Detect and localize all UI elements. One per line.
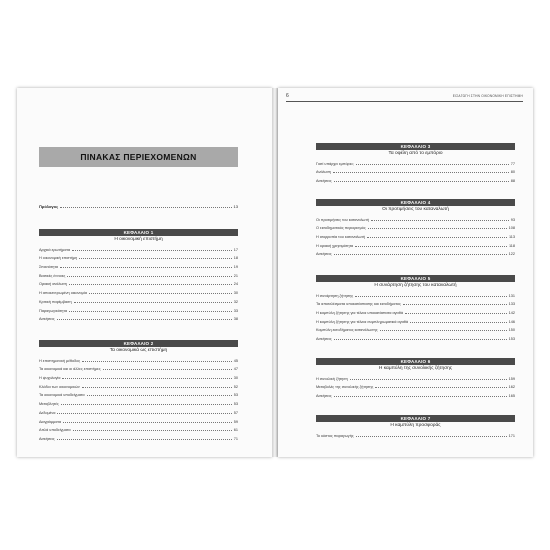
toc-entry	[316, 166, 515, 175]
toc-entry	[39, 397, 238, 406]
entry-title: Η οικονομική επιστήμη	[39, 256, 78, 261]
entry-title: Τα οικονομικά υποδείγματα	[39, 393, 85, 398]
toc-entry	[316, 389, 515, 398]
chapter-subtitle: Η καμπύλη προσφοράς	[390, 423, 441, 428]
entry-title: Η ισορροπία του καταναλωτή	[316, 235, 366, 240]
entry-page: 118	[508, 243, 515, 248]
entry-page: 93	[510, 217, 515, 222]
leader-dots	[350, 379, 507, 380]
entry-title: Βασικές έννοιες	[39, 273, 66, 278]
toc-entry	[39, 380, 238, 389]
entry-page: 53	[233, 393, 238, 398]
toc-entry	[316, 429, 515, 438]
entry-page: 142	[508, 311, 515, 316]
leader-dots	[368, 228, 507, 229]
entry-page: 150	[508, 328, 515, 333]
entry-title: Οριακή ανάλυση	[39, 282, 67, 287]
header-rule	[286, 101, 523, 102]
entry-page: 77	[510, 161, 515, 166]
toc-entry	[39, 313, 238, 322]
leader-dots	[103, 369, 232, 370]
running-title: ΕΙΣΑΓΩΓΗ ΣΤΗΝ ΟΙΚΟΝΟΜΙΚΗ ΕΠΙΣΤΗΜΗ	[452, 94, 523, 98]
entry-title: Καμπύλη εισοδήματος κατανάλωσης	[316, 328, 378, 333]
entry-page: 131	[508, 293, 515, 298]
entry-page: 153	[508, 337, 515, 342]
entry-title: Ασκήσεις	[39, 317, 55, 322]
entry-page: 122	[508, 252, 515, 257]
entry-page: 133	[508, 302, 515, 307]
entry-title: Μεταβλητές	[39, 402, 59, 407]
entry-page: 30	[233, 291, 238, 296]
leader-dots	[82, 387, 232, 388]
leader-dots	[73, 430, 232, 431]
entry-page: 88	[510, 179, 515, 184]
toc-entry	[316, 230, 515, 239]
leader-dots	[89, 293, 232, 294]
entry-title: Παραγωγικότητα	[39, 308, 68, 313]
toc-entry	[39, 304, 238, 313]
toc-title: ΠΙΝΑΚΑΣ ΠΕΡΙΕΧΟΜΕΝΩΝ	[39, 147, 238, 167]
leader-dots	[57, 439, 232, 440]
toc-entry	[316, 239, 515, 248]
entry-title: Η αποκεντρωμένη οικονομία	[39, 291, 87, 296]
entry-page: 19	[233, 265, 238, 270]
chapter-block	[316, 358, 515, 398]
leader-dots	[355, 246, 507, 247]
leader-dots	[405, 313, 507, 314]
toc-entry	[39, 406, 238, 415]
chapter-block	[316, 415, 515, 438]
entry-title: Η συνάρτηση ζήτησης	[316, 293, 354, 298]
toc-entry	[316, 248, 515, 257]
chapter-subtitle: Τα οικονομικά ως επιστήμη	[109, 348, 168, 353]
entry-page: 32	[233, 299, 238, 304]
entry-title: Ασκήσεις	[316, 394, 332, 399]
leader-dots	[69, 284, 232, 285]
right-page	[278, 88, 533, 457]
entry-page: 113	[508, 235, 515, 240]
entry-title: Το κόστος παραγωγής	[316, 433, 354, 438]
entry-title: Τα οικονομικά και οι άλλες επιστήμες	[39, 367, 101, 372]
entry-page: 33	[233, 308, 238, 313]
toc-entry	[316, 306, 515, 315]
entry-title: Η καμπύλη ζήτησης για τέλεια υποκατάστατα αγαθά	[316, 311, 404, 316]
chapter-subtitle: Τα οφέλη από το εμπόριο	[388, 151, 443, 156]
entry-title: Ο εισοδηματικός περιορισμός	[316, 226, 366, 231]
toc-entry	[39, 363, 238, 372]
chapter-subtitle: Η συνάρτηση ζήτησης του καταναλωτή	[374, 283, 457, 288]
entry-page: 171	[508, 433, 515, 438]
toc-entry	[316, 222, 515, 231]
leader-dots	[82, 361, 232, 362]
prologue-entry	[39, 204, 238, 209]
toc-entry	[39, 260, 238, 269]
leader-dots	[403, 304, 507, 305]
entry-title: Ασκήσεις	[39, 436, 55, 441]
entry-title: Δεδομένα	[39, 410, 56, 415]
entry-title: Η οριακή χρησιμότητα	[316, 243, 354, 248]
entry-title: Η καμπύλη ζήτησης για τέλεια συμπληρωματικά αγαθά	[316, 319, 409, 324]
entry-page: 146	[508, 319, 515, 324]
toc-entry	[39, 415, 238, 424]
leader-dots	[371, 220, 509, 221]
entry-title: Ασκήσεις	[316, 337, 332, 342]
leader-dots	[334, 339, 507, 340]
leader-dots	[72, 250, 232, 251]
chapter-heading: ΚΕΦΑΛΑΙΟ 3	[316, 143, 515, 150]
leader-dots	[60, 207, 231, 208]
toc-entry	[39, 243, 238, 252]
entry-title: Σπανιότητα	[39, 265, 58, 270]
chapter-block	[316, 143, 515, 183]
toc-entry	[316, 157, 515, 166]
leader-dots	[356, 436, 507, 437]
toc-entry	[316, 315, 515, 324]
entry-page: 71	[233, 436, 238, 441]
entry-title: Κλάδοι των οικονομικών	[39, 384, 80, 389]
chapter-subtitle: Η οικονομική επιστήμη	[114, 237, 163, 242]
leader-dots	[69, 311, 232, 312]
leader-dots	[79, 258, 232, 259]
entry-page: 47	[233, 367, 238, 372]
chapter-block	[39, 229, 238, 321]
leader-dots	[380, 330, 507, 331]
toc-entry	[39, 269, 238, 278]
entry-page: 24	[233, 282, 238, 287]
toc-entry	[39, 278, 238, 287]
chapter-subtitle: Η καμπύλη της συνολικής ζήτησης	[378, 366, 453, 371]
toc-entry	[39, 286, 238, 295]
leader-dots	[334, 396, 507, 397]
leader-dots	[410, 322, 507, 323]
toc-entry	[316, 332, 515, 341]
chapter-heading: ΚΕΦΑΛΑΙΟ 1	[39, 229, 238, 236]
entry-page: 30	[233, 376, 238, 381]
chapter-heading: ΚΕΦΑΛΑΙΟ 2	[39, 340, 238, 347]
entry-page: 45	[233, 358, 238, 363]
entry-page: 61	[233, 428, 238, 433]
leader-dots	[61, 404, 232, 405]
entry-title: Ανάλυση	[316, 170, 331, 175]
entry-page: 57	[233, 410, 238, 415]
entry-page: 162	[508, 385, 515, 390]
leader-dots	[334, 254, 507, 255]
prologue-title: Πρόλογος	[39, 204, 59, 209]
chapter-block	[316, 275, 515, 341]
leader-dots	[333, 172, 509, 173]
chapter-block	[39, 340, 238, 441]
entry-title: Η συνολική ζήτηση	[316, 376, 348, 381]
entry-page: 159	[508, 376, 515, 381]
leader-dots	[67, 276, 231, 277]
entry-title: Η επιστημονική μέθοδος	[39, 358, 81, 363]
entry-page: 108	[508, 226, 515, 231]
entry-title: Γιατί υπάρχει εμπόριο;	[316, 161, 354, 166]
left-page	[17, 88, 272, 457]
toc-entry	[316, 381, 515, 390]
toc-entry	[316, 372, 515, 381]
toc-entry	[39, 432, 238, 441]
entry-title: Τα αποτελέσματα υποκατάστασης και εισοδήματος	[316, 302, 401, 307]
chapter-block	[316, 199, 515, 256]
entry-title: Οι προτιμήσεις του καταναλωτή	[316, 217, 369, 222]
leader-dots	[356, 164, 509, 165]
entry-page: 53	[233, 402, 238, 407]
chapter-heading: ΚΕΦΑΛΑΙΟ 5	[316, 275, 515, 282]
chapter-heading: ΚΕΦΑΛΑΙΟ 7	[316, 415, 515, 422]
leader-dots	[57, 413, 231, 414]
entry-title: Ασκήσεις	[316, 252, 332, 257]
chapter-subtitle: Οι προτιμήσεις του καταναλωτή	[382, 207, 449, 212]
toc-entry	[316, 289, 515, 298]
entry-page: 21	[233, 273, 238, 278]
entry-title: Μεταβολές της συνολικής ζήτησης	[316, 385, 374, 390]
entry-title: Ασκήσεις	[316, 179, 332, 184]
chapter-heading: ΚΕΦΑΛΑΙΟ 4	[316, 199, 515, 206]
leader-dots	[367, 237, 507, 238]
toc-entry	[316, 298, 515, 307]
leader-dots	[57, 319, 232, 320]
entry-page: 80	[510, 170, 515, 175]
toc-entry	[39, 354, 238, 363]
chapter-heading: ΚΕΦΑΛΑΙΟ 6	[316, 358, 515, 365]
toc-entry	[316, 174, 515, 183]
entry-page: 165	[508, 394, 515, 399]
entry-page: 59	[233, 419, 238, 424]
leader-dots	[74, 302, 232, 303]
toc-entry	[316, 324, 515, 333]
leader-dots	[62, 378, 231, 379]
leader-dots	[60, 267, 232, 268]
toc-entry	[39, 252, 238, 261]
page-number: 6	[286, 93, 289, 99]
leader-dots	[87, 395, 232, 396]
entry-title: Αρχικά ερωτήματα	[39, 247, 71, 252]
entry-title: Κριτική παρέμβαση	[39, 299, 72, 304]
toc-entry	[39, 371, 238, 380]
entry-page: 18	[233, 256, 238, 261]
leader-dots	[375, 387, 506, 388]
prologue-page: 13	[233, 204, 238, 209]
entry-title: Η ψυχολογία	[39, 376, 61, 381]
toc-entry	[39, 424, 238, 433]
leader-dots	[63, 422, 232, 423]
toc-entry	[39, 295, 238, 304]
toc-entry	[39, 389, 238, 398]
toc-entry	[316, 213, 515, 222]
leader-dots	[334, 181, 509, 182]
entry-page: 17	[233, 247, 238, 252]
entry-title: Απλά υποδείγματα	[39, 428, 71, 433]
leader-dots	[355, 296, 507, 297]
entry-page: 38	[233, 317, 238, 322]
entry-page: 52	[233, 384, 238, 389]
entry-title: Διαγράμματα	[39, 419, 62, 424]
